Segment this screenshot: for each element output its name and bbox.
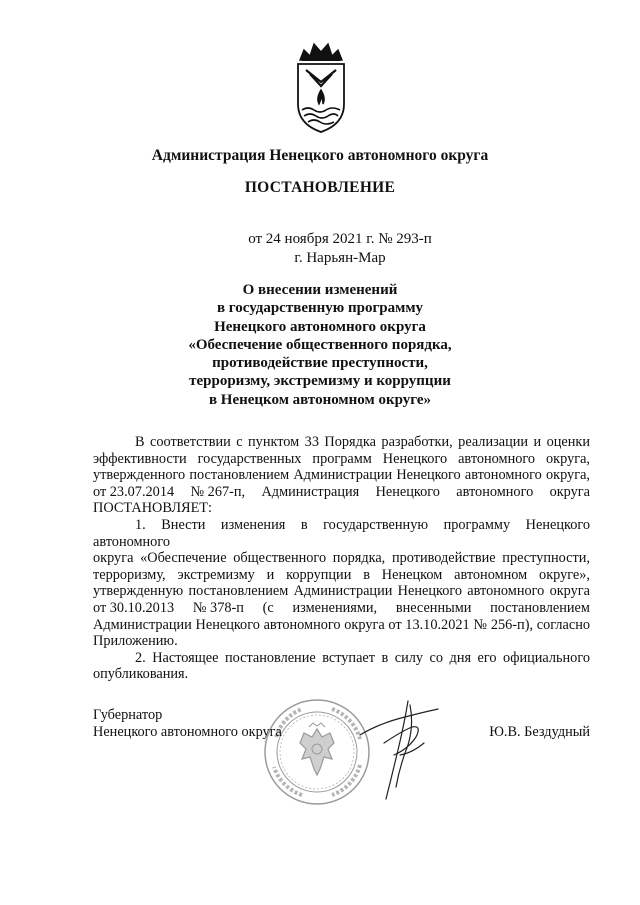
body-line: утвержденную постановлением Администрации Ненецкого автономного округа	[93, 583, 590, 600]
document-type: ПОСТАНОВЛЕНИЕ	[244, 179, 396, 196]
organization-name: Администрация Ненецкого автономного округа	[151, 147, 489, 164]
title-line: противодействие преступности,	[212, 355, 428, 372]
title-line: Ненецкого автономного округа	[214, 318, 426, 335]
body-line: округа «Обеспечение общественного порядка, противодействие преступности,	[93, 550, 590, 567]
body-line: терроризму, экстремизму и коррупции в Ненецком автономном округе»,	[93, 566, 590, 583]
body-word: округа	[549, 483, 590, 500]
body-word: постановлением	[490, 599, 590, 616]
body-line: эффективности государственных программ Ненецкого автономного округа,	[93, 450, 590, 467]
body-line: ПОСТАНОВЛЯЕТ:	[93, 500, 213, 517]
body-word: № 378-п	[192, 599, 244, 616]
body-word: автономного	[456, 483, 534, 500]
body-word: Администрация	[261, 483, 360, 500]
document-body	[93, 434, 590, 683]
body-word: от 30.10.2013	[93, 599, 175, 616]
title-line: «Обеспечение общественного порядка,	[188, 336, 452, 353]
title-line: в Ненецком автономном округе»	[208, 391, 432, 408]
city: г. Нарьян-Мар	[294, 250, 386, 266]
position-line: Ненецкого автономного округа	[93, 724, 282, 740]
title-line: терроризму, экстремизму и коррупции	[189, 373, 451, 390]
item-1-paragraph	[93, 517, 590, 650]
body-line: 2. Настоящее постановление вступает в силу со дня его официального	[135, 649, 590, 666]
intro-paragraph	[93, 434, 590, 517]
signatory-position	[93, 707, 282, 741]
item-2-paragraph	[93, 650, 590, 683]
date-number: от 24 ноября 2021 г. № 293-п	[248, 231, 432, 247]
title-line: в государственную программу	[216, 300, 424, 317]
body-word: внесенными	[395, 599, 472, 616]
title-line: О внесении изменений	[242, 282, 398, 298]
body-word: № 267-п,	[190, 483, 246, 500]
position-line: Губернатор	[93, 707, 163, 723]
body-word: (с	[262, 599, 274, 616]
body-line: Администрации Ненецкого автономного округа от 13.10.2021 № 256-п), согласно	[93, 616, 590, 633]
signatory-name: Ю.В. Бездудный	[489, 724, 590, 740]
body-word: изменениями,	[292, 599, 378, 616]
body-line: 1. Внести изменения в государственную программу Ненецкого автономного	[93, 516, 590, 550]
body-line: утвержденного постановлением Администрации Ненецкого автономного округа,	[93, 467, 590, 484]
body-line: В соответствии с пунктом 33 Порядка разработки, реализации и оценки	[135, 434, 590, 450]
handwritten-signature-icon	[350, 695, 450, 805]
body-word: Ненецкого	[375, 483, 440, 500]
document-title	[150, 281, 490, 409]
body-line	[93, 600, 590, 617]
body-line: опубликования.	[93, 666, 189, 683]
body-line	[93, 484, 590, 501]
coat-of-arms-icon	[292, 38, 350, 136]
body-line: Приложению.	[93, 633, 178, 650]
body-word: от 23.07.2014	[93, 483, 175, 500]
